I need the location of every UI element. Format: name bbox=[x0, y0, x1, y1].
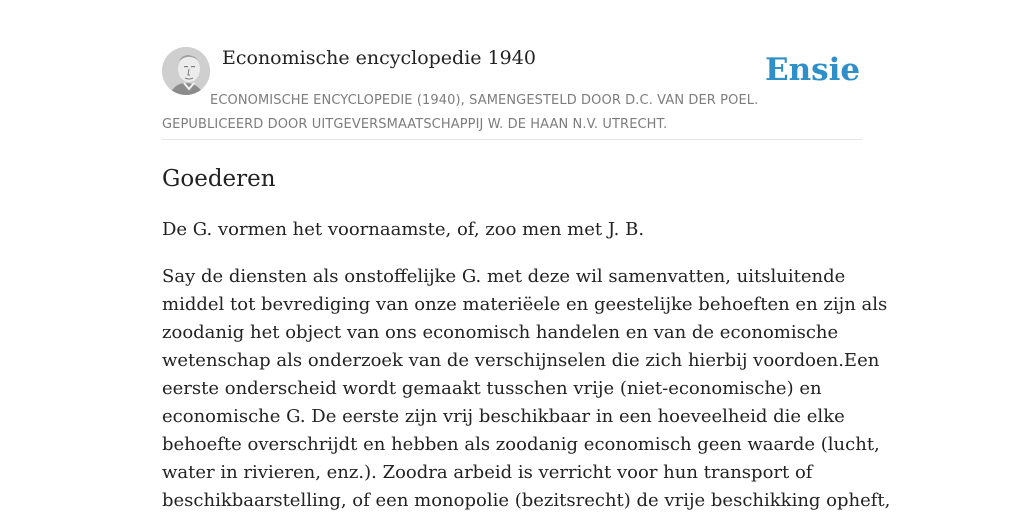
paragraph-line: middel tot bevrediging van onze materiëele en geestelijke behoeften en zijn als bbox=[162, 294, 888, 315]
entry-paragraph: De G. vormen het voornaamste, of, zoo men met J. B. bbox=[162, 219, 645, 240]
paragraph-line: economische G. De eerste zijn vrij beschikbaar in een hoeveelheid die elke bbox=[162, 406, 845, 427]
header-divider bbox=[162, 139, 862, 140]
entry-title: Goederen bbox=[162, 166, 276, 192]
paragraph-line: Say de diensten als onstoffelijke G. met deze wil samenvatten, uitsluitende bbox=[162, 266, 846, 287]
paragraph-line: eerste onderscheid wordt gemaakt tusschen vrije (niet-economische) en bbox=[162, 378, 822, 399]
paragraph-line: water in rivieren, enz.). Zoodra arbeid is verricht voor hun transport of bbox=[162, 462, 813, 483]
ensie-logo-link[interactable]: Ensie bbox=[765, 52, 861, 88]
book-title[interactable]: Economische encyclopedie 1940 bbox=[222, 47, 536, 69]
entry-paragraph bbox=[162, 263, 891, 512]
source-line: ECONOMISCHE ENCYCLOPEDIE (1940), SAMENGESTELD DOOR D.C. VAN DER POEL. bbox=[210, 93, 759, 108]
source-citation bbox=[162, 89, 862, 137]
paragraph-line: zoodanig het object van ons economisch handelen en van de economische bbox=[162, 322, 839, 343]
source-line: GEPUBLICEERD DOOR UITGEVERSMAATSCHAPPIJ W. DE HAAN N.V. UTRECHT. bbox=[162, 117, 668, 132]
author-portrait-icon bbox=[162, 47, 210, 95]
paragraph-line: wetenschap als onderzoek van de verschijnselen die zich hierbij voordoen.Een bbox=[162, 350, 880, 371]
paragraph-line: beschikbaarstelling, of een monopolie (bezitsrecht) de vrije beschikking opheft, bbox=[162, 490, 891, 511]
document-page bbox=[162, 0, 891, 512]
paragraph-line: behoefte overschrijdt en hebben als zoodanig economisch geen waarde (lucht, bbox=[162, 434, 880, 455]
